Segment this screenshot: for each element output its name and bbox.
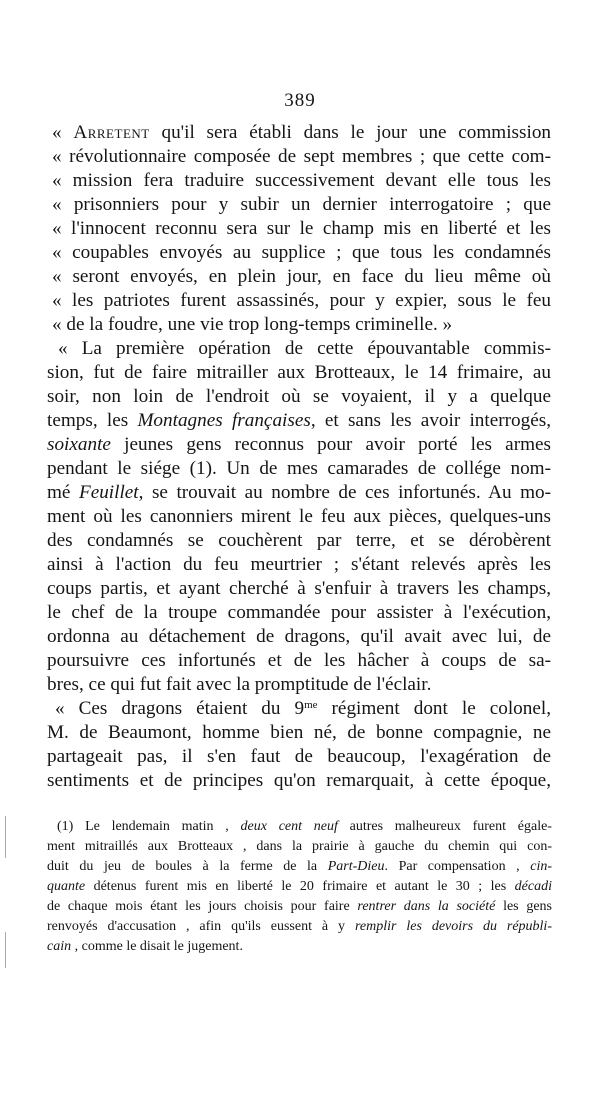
footnote-text: détenus furent mis en liberté le 20 frimaire et autant le 30 ; les bbox=[85, 879, 515, 894]
body-line bbox=[52, 193, 551, 217]
footnote-line bbox=[47, 837, 552, 857]
footnote-line bbox=[57, 817, 552, 837]
body-text: , et sans les avoir interrogés, bbox=[310, 410, 551, 431]
body-line bbox=[47, 577, 551, 601]
body-text: bres, ce qui fut fait avec la promptitude de l'éclair. bbox=[47, 674, 432, 695]
footnote-text: cin- bbox=[530, 859, 552, 874]
body-line bbox=[52, 241, 551, 265]
footnote-text: décadi bbox=[514, 879, 552, 894]
body-text: mé bbox=[47, 482, 79, 503]
body-text: ment où les canonniers mirent le feu aux pièces, quelques-uns bbox=[47, 506, 551, 527]
body-line bbox=[52, 121, 551, 145]
footnote-text: renvoyés d'accusation , afin qu'ils eussent à y bbox=[47, 919, 355, 934]
margin-mark bbox=[5, 932, 6, 968]
footnote-line bbox=[47, 937, 243, 957]
footnote-line bbox=[47, 877, 552, 897]
footnote-line bbox=[47, 897, 552, 917]
body-text: « l'innocent reconnu sera sur le champ mis en liberté et les bbox=[52, 218, 551, 239]
footnote-text: (1) Le lendemain matin , bbox=[57, 819, 241, 834]
footnote-text: rentrer dans la société bbox=[357, 899, 496, 914]
body-text: régiment dont le colonel, bbox=[317, 698, 551, 719]
margin-mark bbox=[5, 816, 6, 858]
body-text: , se trouvait au nombre de ces infortunés. Au mo- bbox=[138, 482, 551, 503]
body-text: des condamnés se couchèrent par terre, et se dérobèrent bbox=[47, 530, 551, 551]
body-line bbox=[47, 769, 551, 793]
body-text: pendant le siége (1). Un de mes camarades de collége nom- bbox=[47, 458, 551, 479]
body-text: soixante bbox=[47, 434, 111, 455]
footnote-line bbox=[47, 917, 552, 937]
body-text: coups partis, et ayant cherché à s'enfuir à travers les champs, bbox=[47, 578, 551, 599]
body-text: jeunes gens reconnus pour avoir porté les armes bbox=[110, 434, 551, 455]
body-text: sion, fut de faire mitrailler aux Brotteaux, le 14 frimaire, au bbox=[47, 362, 551, 383]
body-text: « de la foudre, une vie trop long-temps criminelle. » bbox=[52, 314, 453, 335]
body-line bbox=[47, 385, 551, 409]
body-text: ainsi à l'action du feu meurtrier ; s'étant relevés après les bbox=[47, 554, 551, 575]
body-text: « mission fera traduire successivement devant elle tous les bbox=[52, 170, 551, 191]
footnote-text: les gens bbox=[495, 899, 552, 914]
footnote-text: duit du jeu de boules à la ferme de la bbox=[47, 859, 328, 874]
body-text: le chef de la troupe commandée pour assister à l'exécution, bbox=[47, 602, 551, 623]
body-line bbox=[52, 313, 452, 337]
footnote-text: . Par compensation , bbox=[384, 859, 531, 874]
body-text: partageait pas, il s'en faut de beaucoup, l'exagération de bbox=[47, 746, 551, 767]
body-line bbox=[47, 409, 551, 433]
body-text: M. de Beaumont, homme bien né, de bonne compagnie, ne bbox=[47, 722, 551, 743]
body-text: Arretent bbox=[73, 122, 150, 143]
body-text: « bbox=[52, 122, 74, 143]
body-line bbox=[47, 745, 551, 769]
body-text: Montagnes françaises bbox=[137, 410, 311, 431]
page-number: 389 bbox=[284, 90, 316, 111]
body-text: sentiments et de principes qu'on remarquait, à cette époque, bbox=[47, 770, 551, 791]
body-text: « prisonniers pour y subir un dernier interrogatoire ; que bbox=[52, 194, 551, 215]
body-text: « Ces dragons étaient du 9 bbox=[55, 698, 305, 719]
body-line bbox=[52, 145, 551, 169]
body-line bbox=[47, 673, 431, 697]
body-text: « seront envoyés, en plein jour, en face du lieu même où bbox=[52, 266, 551, 287]
footnote-text: autres malheureux furent égale- bbox=[337, 819, 552, 834]
body-text: « les patriotes furent assassinés, pour y expier, sous le feu bbox=[52, 290, 551, 311]
body-line bbox=[58, 337, 551, 361]
body-line bbox=[52, 169, 551, 193]
body-text: soir, non loin de l'endroit où se voyaient, il y a quelque bbox=[47, 386, 551, 407]
body-line bbox=[47, 721, 551, 745]
body-text: qu'il sera établi dans le jour une commission bbox=[149, 122, 552, 143]
body-line bbox=[47, 457, 551, 481]
body-line bbox=[47, 649, 551, 673]
body-line bbox=[52, 289, 551, 313]
body-line bbox=[47, 361, 551, 385]
footnote-text: remplir les devoirs du républi- bbox=[354, 919, 552, 934]
body-line bbox=[47, 505, 551, 529]
body-text: temps, les bbox=[47, 410, 138, 431]
footnote-text: deux cent neuf bbox=[240, 819, 338, 834]
body-line bbox=[47, 529, 551, 553]
body-text: « révolutionnaire composée de sept membres ; que cette com- bbox=[52, 146, 551, 167]
footnote-text: , comme le disait le jugement. bbox=[71, 939, 243, 954]
body-text: ordonna au détachement de dragons, qu'il avait avec lui, de bbox=[47, 626, 551, 647]
footnote-text: Part-Dieu bbox=[327, 859, 385, 874]
body-line bbox=[47, 625, 551, 649]
body-text: « coupables envoyés au supplice ; que tous les condamnés bbox=[52, 242, 551, 263]
footnote-text: ment mitraillés aux Brotteaux , dans la prairie à gauche du chemin qui con- bbox=[47, 839, 552, 854]
footnote-text: quante bbox=[47, 879, 86, 894]
footnote-text: de chaque mois étant les jours choisis pour faire bbox=[47, 899, 358, 914]
body-line bbox=[47, 601, 551, 625]
body-text: poursuivre ces infortunés et de les hâcher à coups de sa- bbox=[47, 650, 551, 671]
footnote-text: cain bbox=[47, 939, 72, 954]
body-line bbox=[47, 433, 551, 457]
body-line bbox=[52, 265, 551, 289]
body-line bbox=[52, 217, 551, 241]
footnote-line bbox=[47, 857, 552, 877]
body-text: « La première opération de cette épouvantable commis- bbox=[58, 338, 551, 359]
body-line bbox=[55, 697, 551, 721]
body-line bbox=[47, 553, 551, 577]
body-line bbox=[47, 481, 551, 505]
body-text: Feuillet bbox=[78, 482, 139, 503]
body-text: me bbox=[304, 699, 318, 711]
